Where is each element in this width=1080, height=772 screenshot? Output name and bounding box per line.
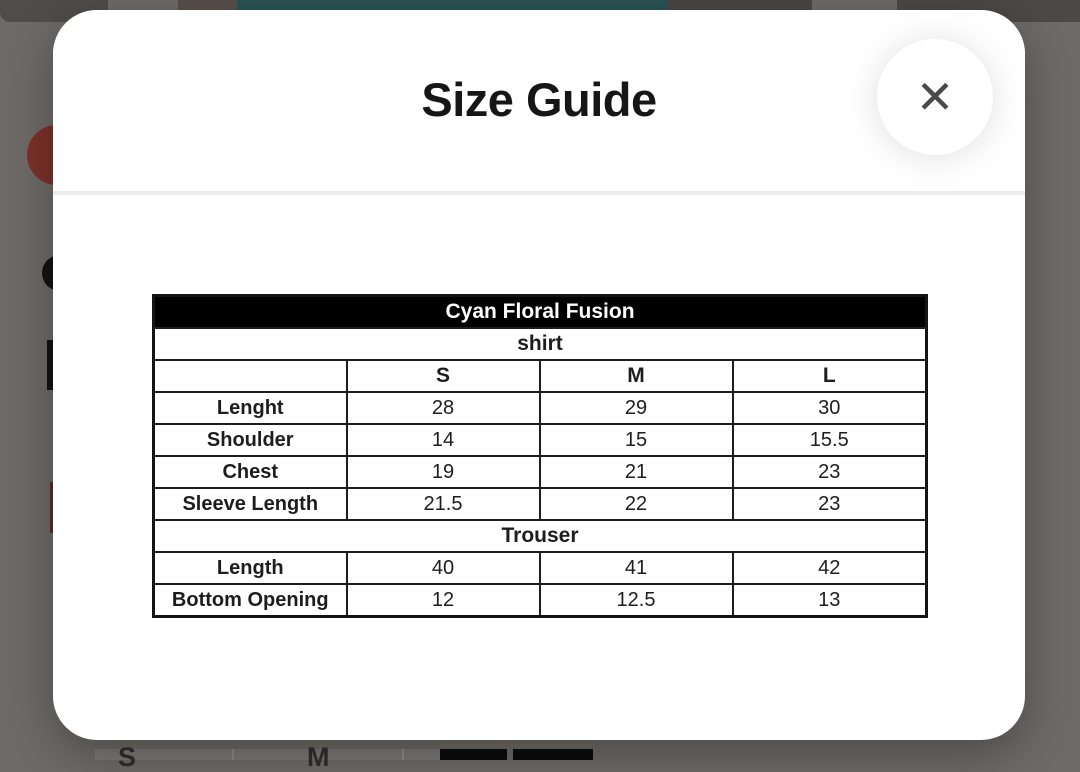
value-cell: 15.5 bbox=[733, 424, 927, 456]
value-cell: 29 bbox=[540, 392, 733, 424]
row-label: Shoulder bbox=[154, 424, 347, 456]
value-cell: 23 bbox=[733, 488, 927, 520]
value-cell: 30 bbox=[733, 392, 927, 424]
value-cell: 13 bbox=[733, 584, 927, 617]
backdrop-table-line-fragment bbox=[232, 749, 234, 760]
close-button[interactable] bbox=[877, 39, 993, 155]
table-row bbox=[154, 584, 927, 617]
size-chart-table bbox=[152, 294, 928, 618]
close-icon: ✕ bbox=[915, 70, 955, 124]
table-row bbox=[154, 456, 927, 488]
value-cell: 14 bbox=[347, 424, 540, 456]
value-cell: 23 bbox=[733, 456, 927, 488]
modal-header bbox=[53, 10, 1025, 195]
value-cell: 40 bbox=[347, 552, 540, 584]
backdrop-selected-chip-fragment bbox=[440, 749, 507, 760]
backdrop-size-m-fragment: M bbox=[307, 742, 330, 772]
shirt-section-label: shirt bbox=[154, 328, 927, 360]
value-cell: 15 bbox=[540, 424, 733, 456]
table-row bbox=[154, 392, 927, 424]
row-label: Bottom Opening bbox=[154, 584, 347, 617]
table-row bbox=[154, 488, 927, 520]
value-cell: 21.5 bbox=[347, 488, 540, 520]
value-cell: 28 bbox=[347, 392, 540, 424]
row-label: Sleeve Length bbox=[154, 488, 347, 520]
section-row-shirt bbox=[154, 328, 927, 360]
backdrop-selected-chip-fragment bbox=[513, 749, 593, 760]
value-cell: 21 bbox=[540, 456, 733, 488]
value-cell: 12 bbox=[347, 584, 540, 617]
backdrop-size-s-fragment: S bbox=[118, 742, 137, 772]
value-cell: 22 bbox=[540, 488, 733, 520]
empty-corner-cell bbox=[154, 360, 347, 392]
brand-row bbox=[154, 296, 927, 329]
backdrop-table-line-fragment bbox=[402, 749, 404, 760]
brand-name: Cyan Floral Fusion bbox=[154, 296, 927, 329]
value-cell: 12.5 bbox=[540, 584, 733, 617]
value-cell: 41 bbox=[540, 552, 733, 584]
table-row bbox=[154, 424, 927, 456]
value-cell: 42 bbox=[733, 552, 927, 584]
table-row bbox=[154, 552, 927, 584]
backdrop-bottom-table-fragment bbox=[95, 749, 440, 760]
value-cell: 19 bbox=[347, 456, 540, 488]
size-header-row bbox=[154, 360, 927, 392]
size-header-s: S bbox=[347, 360, 540, 392]
trouser-section-label: Trouser bbox=[154, 520, 927, 552]
modal-title: Size Guide bbox=[421, 73, 657, 126]
size-guide-modal bbox=[53, 10, 1025, 740]
row-label: Length bbox=[154, 552, 347, 584]
size-header-l: L bbox=[733, 360, 927, 392]
section-row-trouser bbox=[154, 520, 927, 552]
size-header-m: M bbox=[540, 360, 733, 392]
row-label: Chest bbox=[154, 456, 347, 488]
row-label: Lenght bbox=[154, 392, 347, 424]
